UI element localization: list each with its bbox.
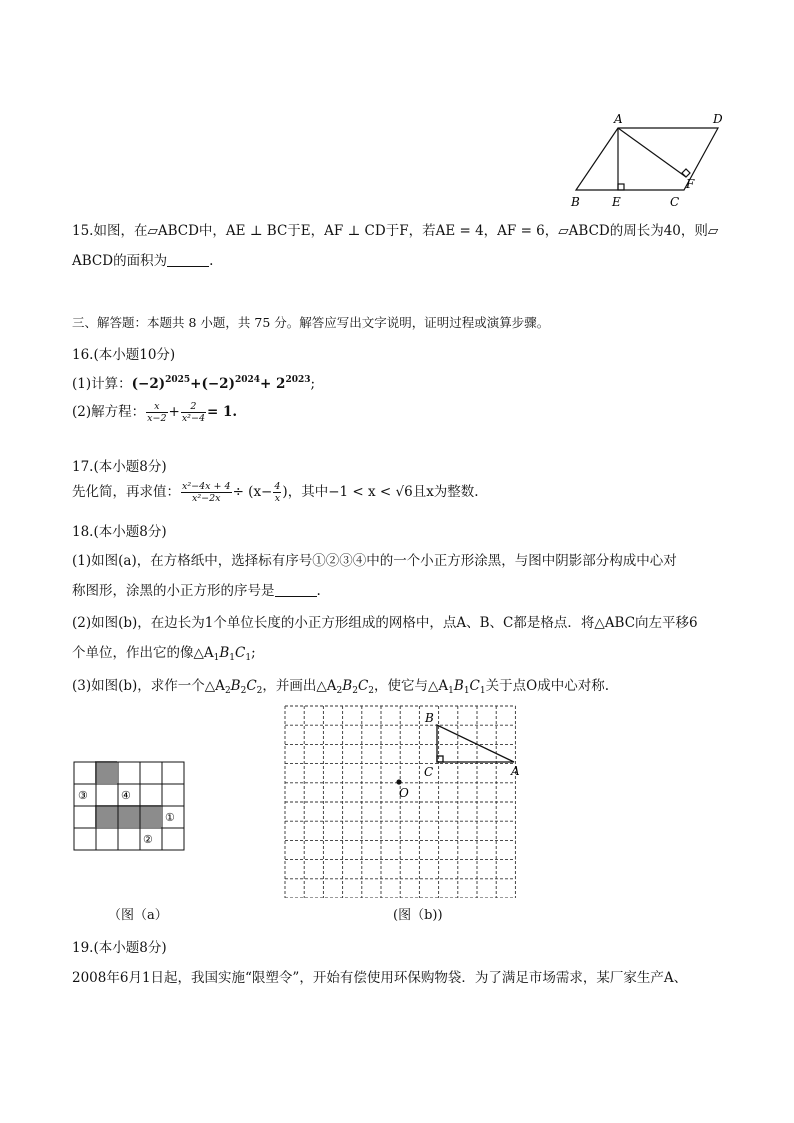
answer-blank[interactable] [167, 254, 209, 267]
q19-header: 19.(本小题8分) [72, 940, 167, 956]
shaded-cell-1 [95, 761, 117, 783]
q16-p1-pre: (1)计算： [72, 376, 132, 392]
label-e: E [612, 195, 621, 209]
q18-header: 18.(本小题8分) [72, 524, 167, 540]
figure-b-grid [283, 704, 533, 898]
q18-p1-line1: (1)如图(a)，在方格纸中，选择标有序号①②③④中的一个小正方形涂黑，与图中阴影部分构成中心对 [72, 553, 677, 569]
cell-mark-3[interactable]: ③ [78, 789, 88, 802]
caption-b: (图（b)) [393, 908, 443, 923]
q16-p2-pre: (2)解方程： [72, 404, 146, 420]
parallelogram-abcd [576, 128, 718, 190]
q18-p3: (3)如图(b)，求作一个$\triangle A_2B_2C_2$，并画出$\triangle A_2B_2C_2$，使它与$\triangle A_1B_1C_1$关于点O成中心对称. [72, 678, 609, 696]
q17-post: ，其中−1 < x < √6且x为整数. [287, 484, 479, 500]
q15-line2 [72, 249, 213, 269]
q17-body: 先化简，再求值： $\frac{\text{x²−4x + 4}}{\text{x²−2x}}$ ÷ (x− $\frac{4}{x}$ )，其中−1 < x < √6且x为整数. [72, 481, 479, 504]
fraction-4-over-x: $\frac{4}{x}$ [274, 481, 281, 504]
cell-mark-4[interactable]: ④ [121, 789, 131, 802]
label-a: A [614, 112, 623, 126]
label-a-fig: A [511, 764, 520, 778]
triangle-abc [437, 725, 514, 762]
right-angle-f [682, 169, 690, 177]
shaded-cell-4 [139, 805, 161, 827]
label-c: C [670, 195, 680, 209]
figure-a-grid [73, 761, 187, 855]
fraction-x-over-x-minus-2: $\frac{x}{x-2}$ [147, 401, 167, 424]
right-angle-c [437, 756, 443, 762]
label-f: F [686, 177, 695, 191]
q16-part1 [72, 372, 315, 392]
q16-p1-end: ; [310, 376, 316, 392]
parallelogram-figure [566, 112, 736, 212]
label-b-fig: B [425, 711, 434, 725]
answer-blank-18[interactable] [275, 584, 317, 597]
q17-pre: 先化简，再求值： [72, 484, 180, 500]
fraction-main: $\frac{\text{x²−4x + 4}}{\text{x²−2x}}$ [182, 481, 231, 504]
shaded-cell-2 [95, 805, 117, 827]
label-d: D [713, 112, 723, 126]
q15-period: . [209, 253, 214, 269]
fraction-2-over-x2-minus-4: $\frac{2}{\text{x²−4}}$ [181, 401, 205, 424]
label-b: B [571, 195, 580, 209]
caption-a: （图（a） [108, 908, 168, 923]
point-o [396, 779, 401, 784]
cell-mark-1[interactable]: ① [165, 811, 175, 824]
q17-header: 17.(本小题8分) [72, 459, 167, 475]
q15-line2-text: ABCD的面积为 [72, 253, 168, 269]
q18-p2-line1: (2)如图(b)，在边长为1个单位长度的小正方形组成的网格中，点A、B、C都是格点．将△ABC向左平移6 [72, 615, 698, 631]
q16-part2: (2)解方程： $\frac{x}{x-2}$ + $\frac{2}{\text{x²−4}}$ = 1. [72, 401, 238, 424]
section3-title: 三、解答题：本题共 8 小题，共 75 分。解答应写出文字说明，证明过程或演算步骤。 [72, 315, 550, 330]
right-angle-e [618, 184, 624, 190]
cell-mark-2[interactable]: ② [143, 833, 153, 846]
segment-af [618, 128, 686, 177]
q18-p2-line2: 个单位，作出它的像$\triangle A_1B_1C_1$; [72, 645, 256, 663]
label-c-fig: C [424, 765, 434, 779]
q15-line1: 15.如图，在▱ABCD中，AE ⊥ BC于E，AF ⊥ CD于F，若AE = 4，AF = 6，▱ABCD的周长为40，则▱ [72, 223, 719, 239]
label-o-fig: O [399, 786, 409, 800]
q19-line1: 2008年6月1日起，我国实施“限塑令”，开始有偿使用环保购物袋．为了满足市场需求，某厂家生产A、 [72, 970, 688, 986]
q16-expr: $(-2)^{2025}+(-2)^{2024}+ 2^{2023}$ [131, 375, 311, 392]
shaded-cell-3 [117, 805, 139, 827]
q16-header: 16.(本小题10分) [72, 347, 176, 363]
q18-p1-line2: 称图形，涂黑的小正方形的序号是 . [72, 583, 321, 599]
